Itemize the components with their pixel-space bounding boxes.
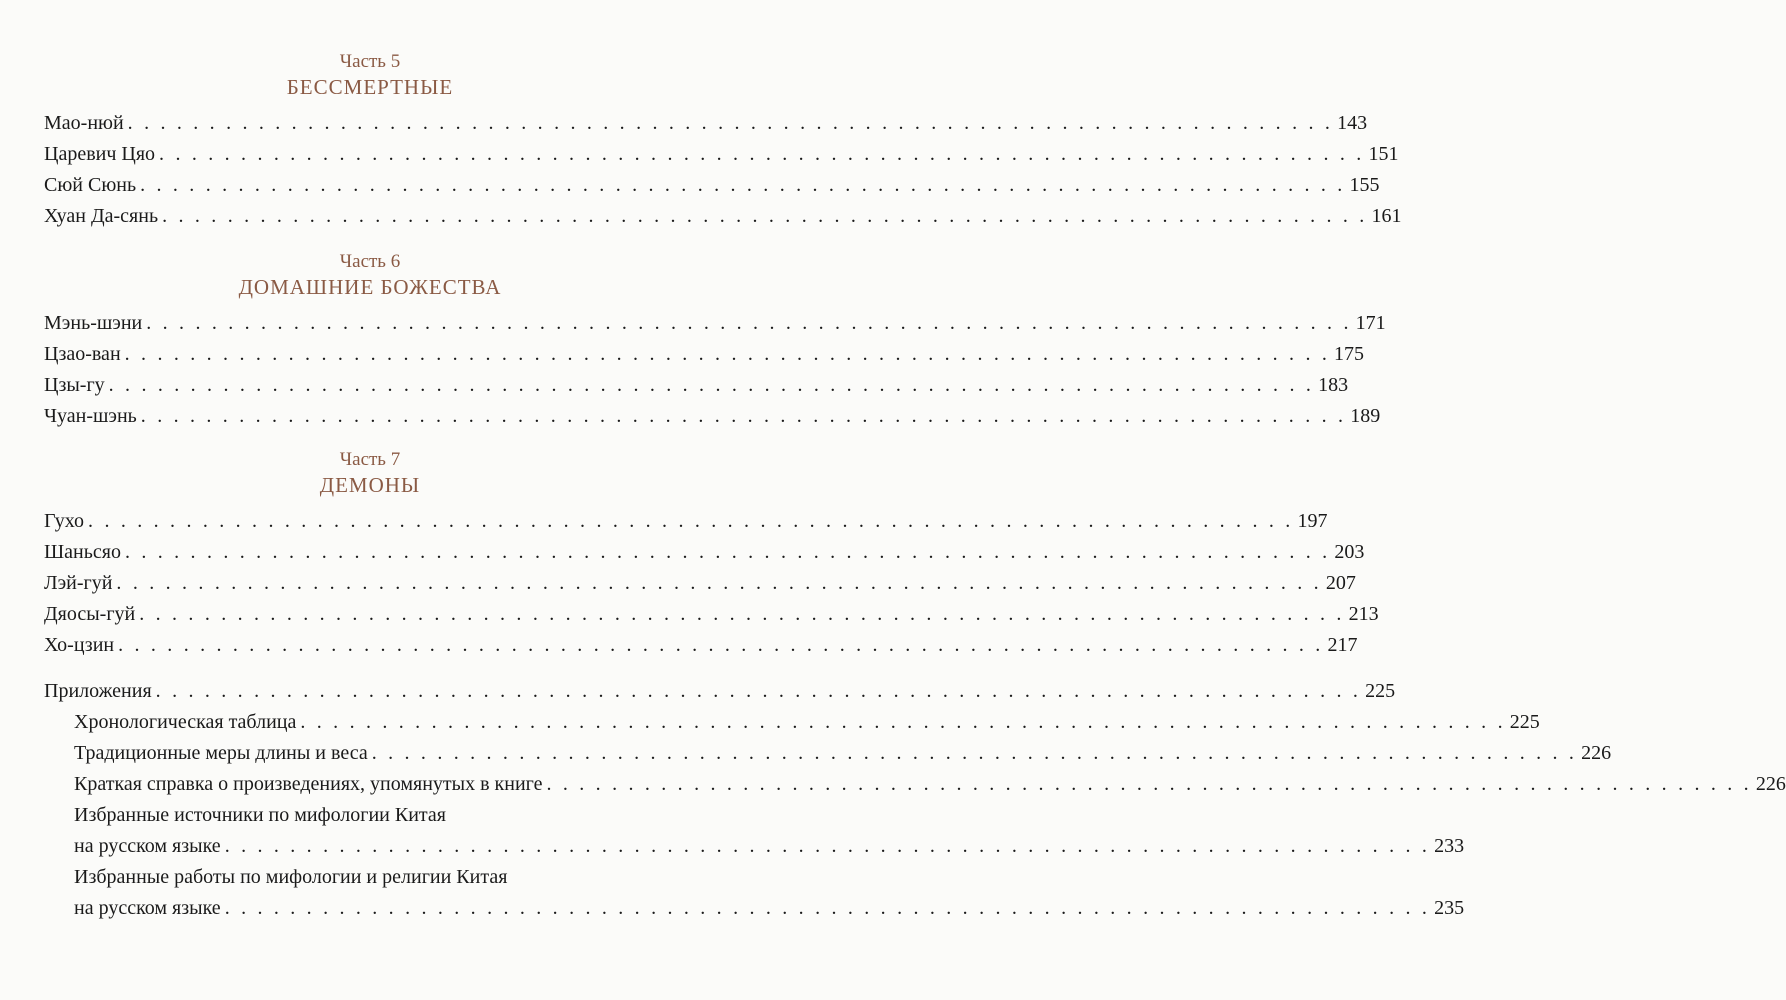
toc-entry[interactable] (44, 630, 1358, 661)
entry-title: Сюй Сюнь (44, 174, 137, 196)
entry-page: 203 (1334, 541, 1365, 563)
entry-page: 225 (1509, 711, 1540, 733)
dot-leader: . . . . . . . . . . . . . . . . . . . . . . . . . . . . . . . . . . . . . . . . . . . . . . . . . . . . . . . . . . . . . . . . . . . . . . . . . . (124, 343, 1331, 365)
appendix-item-title: Краткая справка о произведениях, упомянутых в книге (74, 773, 543, 795)
dot-leader: . . . . . . . . . . . . . . . . . . . . . . . . . . . . . . . . . . . . . . . . . . . . . . . . . . . . . . . . . . . . . . . . . . . . . . . . . . (371, 742, 1578, 764)
entry-page: 207 (1325, 572, 1356, 594)
appendix-item[interactable] (44, 707, 1540, 738)
appendix-entry[interactable] (44, 676, 1396, 707)
entry-title: Лэй-гуй (44, 572, 113, 594)
entry-page: 189 (1350, 405, 1381, 427)
appendix-item-title: Хронологическая таблица (74, 711, 297, 733)
entry-title: Мэнь-шэни (44, 312, 143, 334)
part-label: Часть 7 (339, 449, 401, 470)
toc-entry[interactable] (44, 537, 1365, 568)
dot-leader: . . . . . . . . . . . . . . . . . . . . . . . . . . . . . . . . . . . . . . . . . . . . . . . . . . . . . . . . . . . . . . . . . . . . . . . . . . (118, 634, 1324, 656)
toc-entry[interactable] (44, 568, 1356, 599)
toc-entry[interactable] (44, 599, 1379, 630)
entry-title: Царевич Цяо (44, 143, 156, 165)
entry-page: 217 (1327, 634, 1358, 656)
entry-page: 161 (1371, 205, 1402, 227)
dot-leader: . . . . . . . . . . . . . . . . . . . . . . . . . . . . . . . . . . . . . . . . . . . . . . . . . . . . . . . . . . . . . . . . . . . . . . . . . . (162, 205, 1368, 227)
entry-page: 226 (1755, 773, 1786, 795)
entry-page: 226 (1581, 742, 1612, 764)
part-6-section (44, 250, 1386, 432)
entry-title: Хуан Да-сянь (44, 205, 159, 227)
entry-title: Гухо (44, 510, 85, 532)
entry-page: 225 (1365, 680, 1396, 702)
appendix-item-title-line1: Избранные работы по мифологии и религии Китая (74, 866, 508, 888)
dot-leader: . . . . . . . . . . . . . . . . . . . . . . . . . . . . . . . . . . . . . . . . . . . . . . . . . . . . . . . . . . . . . . . . . . . . . . . . . . (140, 174, 1346, 196)
entry-title: Шаньсяо (44, 541, 121, 563)
part-label: Часть 5 (339, 51, 401, 72)
dot-leader: . . . . . . . . . . . . . . . . . . . . . . . . . . . . . . . . . . . . . . . . . . . . . . . . . . . . . . . . . . . . . . . . . . . . . . . . . . (127, 112, 1334, 134)
entry-page: 183 (1318, 374, 1349, 396)
toc-entry[interactable] (44, 506, 1328, 537)
entry-page: 155 (1349, 174, 1380, 196)
dot-leader: . . . . . . . . . . . . . . . . . . . . . . . . . . . . . . . . . . . . . . . . . . . . . . . . . . . . . . . . . . . . . . . . . . . . . . . . . . (140, 405, 1347, 427)
toc-entry[interactable] (44, 170, 1380, 201)
dot-leader: . . . . . . . . . . . . . . . . . . . . . . . . . . . . . . . . . . . . . . . . . . . . . . . . . . . . . . . . . . . . . . . . . . . . . . . . . . (159, 143, 1365, 165)
appendix-item-title-line2: на русском языке (74, 897, 221, 919)
appendix-item[interactable] (44, 738, 1612, 769)
appendix-item-title: Традиционные меры длины и веса (74, 742, 368, 764)
entry-page: 233 (1434, 835, 1465, 857)
part-title: БЕССМЕРТНЫЕ (286, 75, 454, 99)
dot-leader: . . . . . . . . . . . . . . . . . . . . . . . . . . . . . . . . . . . . . . . . . . . . . . . . . . . . . . . . . . . . . . . . . . . . . . . . . . (155, 680, 1362, 702)
toc-entry[interactable] (44, 139, 1399, 170)
toc-entry[interactable] (44, 308, 1386, 339)
entry-page: 143 (1337, 112, 1368, 134)
part-5-section (44, 50, 1402, 232)
appendix-section (44, 676, 1786, 924)
dot-leader: . . . . . . . . . . . . . . . . . . . . . . . . . . . . . . . . . . . . . . . . . . . . . . . . . . . . . . . . . . . . . . . . . . . . . . . . . . (146, 312, 1352, 334)
part-7-section (44, 448, 1379, 661)
dot-leader: . . . . . . . . . . . . . . . . . . . . . . . . . . . . . . . . . . . . . . . . . . . . . . . . . . . . . . . . . . . . . . . . . . . . . . . . . . (108, 374, 1315, 396)
appendix-item[interactable] (44, 769, 1786, 800)
entry-page: 197 (1297, 510, 1328, 532)
dot-leader: . . . . . . . . . . . . . . . . . . . . . . . . . . . . . . . . . . . . . . . . . . . . . . . . . . . . . . . . . . . . . . . . . . . . . . . . . . (224, 897, 1431, 919)
entry-title: Мао-нюй (44, 112, 124, 134)
toc-entry[interactable] (44, 108, 1368, 139)
dot-leader: . . . . . . . . . . . . . . . . . . . . . . . . . . . . . . . . . . . . . . . . . . . . . . . . . . . . . . . . . . . . . . . . . . . . . . . . . . (546, 773, 1752, 795)
entry-title: Хо-цзин (44, 634, 115, 656)
appendix-item[interactable] (44, 893, 1465, 924)
appendix-item-title-line2: на русском языке (74, 835, 221, 857)
entry-title: Цзы-гу (44, 374, 105, 396)
dot-leader: . . . . . . . . . . . . . . . . . . . . . . . . . . . . . . . . . . . . . . . . . . . . . . . . . . . . . . . . . . . . . . . . . . . . . . . . . . (88, 510, 1294, 532)
dot-leader: . . . . . . . . . . . . . . . . . . . . . . . . . . . . . . . . . . . . . . . . . . . . . . . . . . . . . . . . . . . . . . . . . . . . . . . . . . (300, 711, 1506, 733)
entry-page: 213 (1348, 603, 1379, 625)
dot-leader: . . . . . . . . . . . . . . . . . . . . . . . . . . . . . . . . . . . . . . . . . . . . . . . . . . . . . . . . . . . . . . . . . . . . . . . . . . (116, 572, 1322, 594)
part-title: ДЕМОНЫ (319, 473, 421, 497)
toc-entry[interactable] (44, 370, 1349, 401)
entry-title: Чуан-шэнь (44, 405, 137, 427)
appendix-item[interactable] (44, 831, 1465, 862)
entry-page: 171 (1355, 312, 1386, 334)
toc-entry[interactable] (44, 401, 1381, 432)
appendix-item-title-line1: Избранные источники по мифологии Китая (74, 804, 446, 826)
entry-title: Цзао-ван (44, 343, 121, 365)
dot-leader: . . . . . . . . . . . . . . . . . . . . . . . . . . . . . . . . . . . . . . . . . . . . . . . . . . . . . . . . . . . . . . . . . . . . . . . . . . (139, 603, 1345, 625)
toc-entry[interactable] (44, 339, 1365, 370)
entry-page: 235 (1434, 897, 1465, 919)
toc-entry[interactable] (44, 201, 1402, 232)
appendix-title: Приложения (44, 680, 152, 702)
dot-leader: . . . . . . . . . . . . . . . . . . . . . . . . . . . . . . . . . . . . . . . . . . . . . . . . . . . . . . . . . . . . . . . . . . . . . . . . . . (124, 541, 1331, 563)
part-label: Часть 6 (339, 251, 401, 272)
entry-title: Дяосы-гуй (44, 603, 136, 625)
entry-page: 151 (1368, 143, 1399, 165)
part-title: ДОМАШНИЕ БОЖЕСТВА (238, 275, 502, 299)
entry-page: 175 (1334, 343, 1365, 365)
dot-leader: . . . . . . . . . . . . . . . . . . . . . . . . . . . . . . . . . . . . . . . . . . . . . . . . . . . . . . . . . . . . . . . . . . . . . . . . . . (224, 835, 1431, 857)
